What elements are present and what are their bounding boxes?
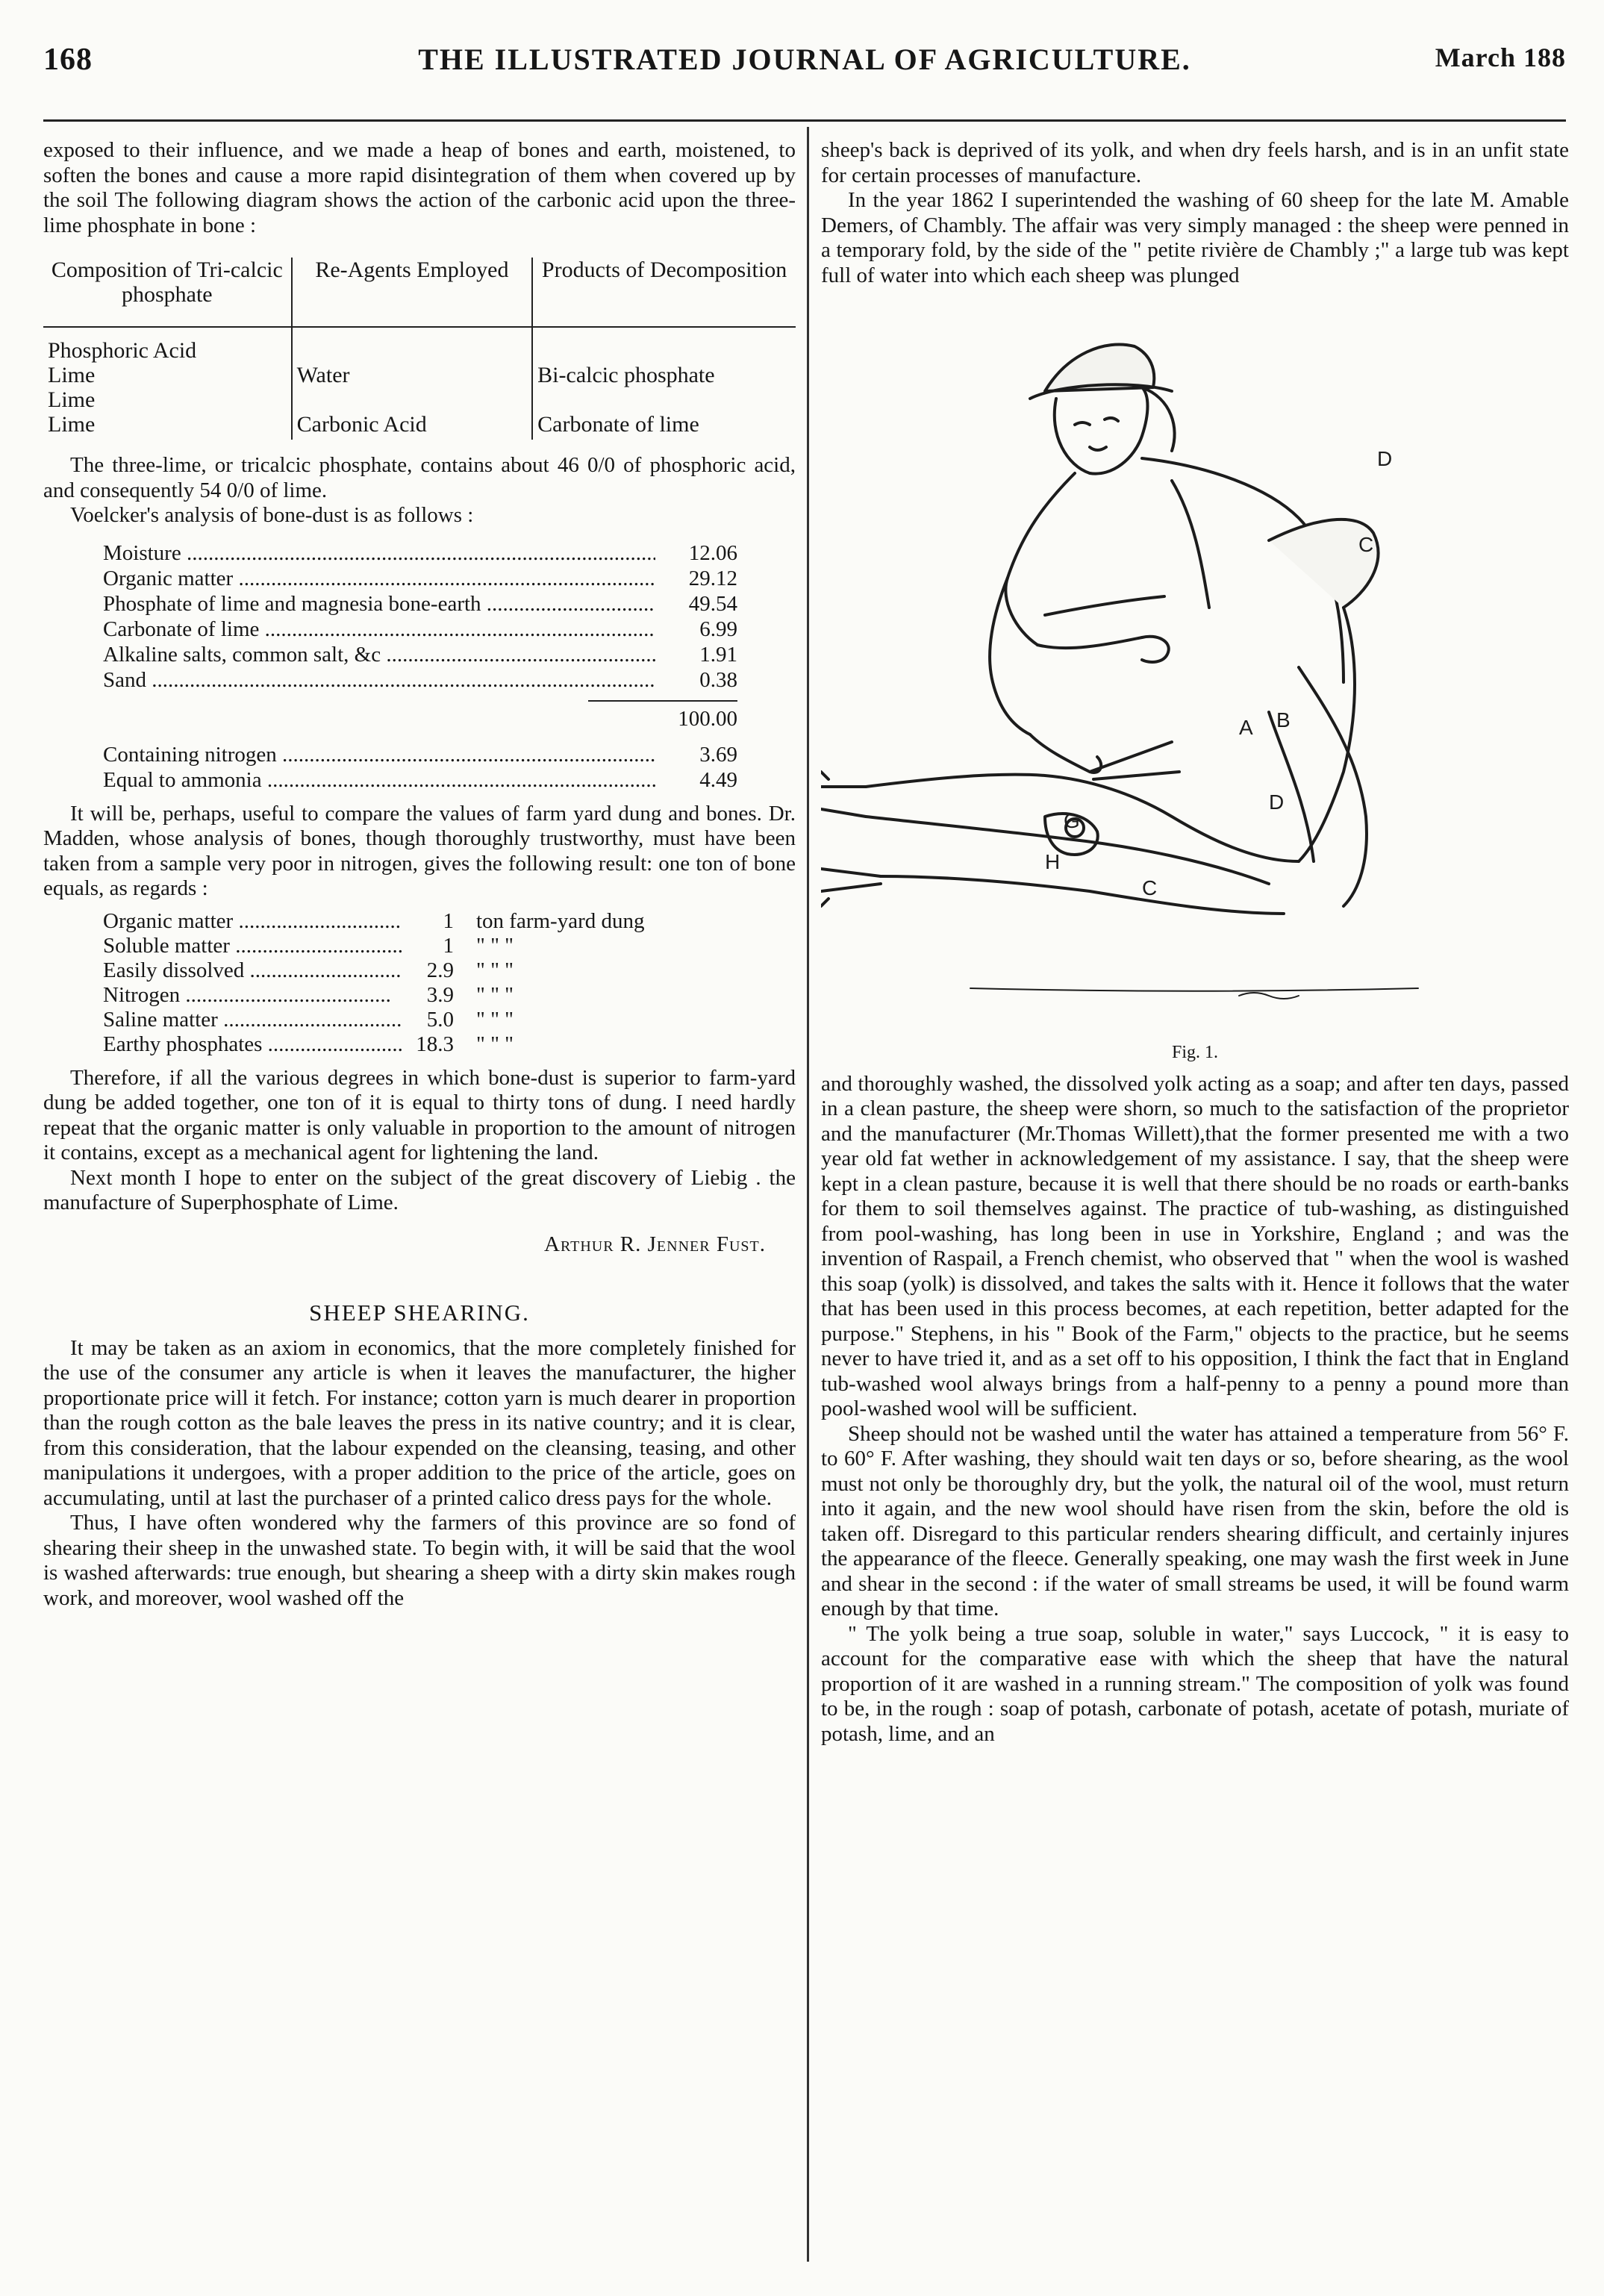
row-value: 12.06 [688, 540, 737, 565]
table-cell-value: Lime [48, 412, 96, 437]
table-row [103, 958, 723, 983]
therefore-paragraph: Therefore, if all the various degrees in which bone-dust is superior to farm-yard dung be added together, one ton of it is equal to thirty tons of dung. I need hardly repeat that the organic matter is only valuable in proportion to the amount of nitrogen it contains, except as a mechanical agent for lightening the land. [43, 1065, 796, 1164]
table-row [103, 566, 737, 591]
table-row [103, 591, 737, 617]
row-value: 49.54 [688, 591, 737, 616]
table-row [103, 540, 737, 566]
table-cell-value: Carbonate of lime [537, 412, 699, 437]
row-label: Easily dissolved ..... [103, 958, 402, 983]
row-label: Organic matter ..... [103, 566, 655, 591]
table-row [103, 1008, 723, 1032]
row-value: 5.0 [426, 1007, 454, 1032]
row-value: 6.99 [699, 617, 737, 641]
header-rule [43, 119, 1566, 122]
row-value: 1 [443, 933, 454, 958]
table-cell [537, 338, 791, 437]
tricalcic-paragraph: The three-lime, or tricalcic phosphate, contains about 46 0/0 of phosphoric acid, and consequently 54 0/0 of lime. [43, 453, 796, 502]
figure-label: H [1045, 850, 1061, 873]
figure-label: A [1239, 716, 1253, 739]
table-row [103, 742, 737, 767]
table-cell-value: Lime [48, 387, 96, 412]
row-label: Sand ..... [103, 667, 655, 693]
page-number: 168 [43, 43, 93, 77]
thus-paragraph: Thus, I have often wondered why the farmers of this province are so fond of shearing their sheep in the unwashed state. To begin with, it will be said that the wool is washed afterwards: true enough, but shearing a sheep with a dirty skin makes rough work, and moreover, wool washed off the [43, 1511, 796, 1610]
washing-1862-paragraph: In the year 1862 I superintended the washing of 60 sheep for the late M. Amable Demers, of Chambly. The affair was very simply managed : the sheep were penned in a temporary fold, by the side of the " petite rivière de Chambly ;" a large tub was kept full of water into which each sheep was plunged [821, 188, 1569, 287]
row-value: 3.9 [426, 982, 454, 1007]
figure-label: G [1064, 809, 1080, 832]
table-row [103, 642, 737, 667]
row-label: Nitrogen ..... [103, 983, 402, 1008]
table-row [103, 909, 723, 934]
table-cell [297, 338, 528, 437]
table-row [103, 767, 737, 793]
row-label: Saline matter ..... [103, 1008, 402, 1032]
voelcker-analysis-table [103, 540, 737, 793]
row-label: Earthy phosphates ..... [103, 1032, 402, 1057]
table-cell-value: Bi-calcic phosphate [537, 363, 715, 387]
row-value: 3.69 [699, 742, 737, 767]
luccock-paragraph: " The yolk being a true soap, soluble in water," says Luccock, " it is easy to account for the comparative ease with which the sheep that have the natural proportion of it are washed in a running stream." The composition of yolk was found to be, in the rough : soap of potash, carbonate of potash, acetate of potash, muriate of potash, lime, and an [821, 1621, 1569, 1746]
row-label: Alkaline salts, common salt, &c ..... [103, 642, 655, 667]
figure-label: B [1276, 708, 1291, 731]
column-divider [807, 127, 809, 2262]
row-label: Containing nitrogen ..... [103, 742, 655, 767]
intro-paragraph: exposed to their influence, and we made a heap of bones and earth, moistened, to soften the bones and cause a more rapid disintegration of them when covered up by the soil The following diagram shows the action of the carbonic acid upon the three-lime phosphate in bone : [43, 138, 796, 237]
sheep-washing-figure [821, 294, 1569, 1041]
table-row [103, 617, 737, 642]
row-label: Moisture ..... [103, 540, 655, 566]
figure-caption: Fig. 1. [1171, 1043, 1218, 1062]
figure-label: D [1269, 790, 1285, 814]
row-value: 1 [443, 908, 454, 933]
author-signature: Arthur R. Jenner Fust. [544, 1232, 766, 1256]
row-unit: " " " [476, 1032, 514, 1056]
table-row [103, 667, 737, 693]
issue-date: March 188 [1435, 43, 1566, 72]
row-value: 18.3 [416, 1032, 454, 1056]
figure-label: D [1377, 447, 1393, 470]
row-label: Phosphate of lime and magnesia bone-earth ..... [103, 591, 655, 617]
row-value: 0.38 [699, 667, 737, 692]
table-row [103, 706, 737, 731]
journal-title: THE ILLUSTRATED JOURNAL OF AGRICULTURE. [418, 43, 1191, 76]
table-header: Re-Agents Employed [292, 258, 533, 327]
page-header [43, 42, 1566, 94]
row-label: Soluble matter ..... [103, 934, 402, 958]
row-value: 29.12 [688, 566, 737, 590]
row-label: Carbonate of lime ..... [103, 617, 655, 642]
figure-label: C [1142, 876, 1158, 899]
row-unit: " " " [476, 958, 514, 982]
table-row [103, 983, 723, 1008]
table-cell-value: Carbonic Acid [296, 412, 427, 437]
right-column [821, 138, 1569, 1747]
continued-paragraph: sheep's back is deprived of its yolk, and when dry feels harsh, and is in an unfit state for certain processes of manufacture. [821, 138, 1569, 187]
table-cell-value: Lime [48, 363, 96, 387]
table-cell [48, 338, 287, 437]
table-cell-value: Water [296, 363, 350, 387]
table-row [103, 934, 723, 958]
madden-table [103, 909, 723, 1057]
left-column [43, 138, 796, 1611]
section-title: SHEEP SHEARING. [309, 1300, 530, 1326]
row-unit: " " " [476, 1007, 514, 1032]
row-label: Equal to ammonia ..... [103, 767, 655, 793]
composition-table [43, 258, 796, 440]
total-rule [588, 700, 737, 702]
table-header: Composition of Tri-calcic phosphate [43, 258, 292, 327]
total-value: 100.00 [678, 706, 737, 731]
row-value: 1.91 [699, 642, 737, 667]
table-cell-value: Phosphoric Acid [48, 338, 197, 363]
row-label: Organic matter ..... [103, 909, 402, 934]
voelcker-paragraph: Voelcker's analysis of bone-dust is as follows : [70, 503, 474, 527]
table-header: Products of Decomposition [532, 258, 796, 327]
row-unit: " " " [476, 982, 514, 1007]
row-unit: " " " [476, 933, 514, 958]
washed-paragraph: and thoroughly washed, the dissolved yolk acting as a soap; and after ten days, passed in a clean pasture, the sheep were shorn, so much to the satisfaction of the proprietor and the manufacturer (Mr.Thomas Willett),that the former presented me with a two year old fat wether in acknowledgement of my assistance. I say, that the sheep were kept in a clean pasture, because it is well that there should be no roads or earth-banks for them to soil themselves against. The practice of tub-washing, as distinguished from pool-washing, has long been in use in Yorkshire, England ; and was the invention of Raspail, a French chemist, who observed that " when the wool is washed this soap (yolk) is dissolved, and takes the salts with it. Hence it follows that the water that has been used in this process becomes, at each repetition, better adapted for the purpose." Stephens, in his " Book of the Farm," objects to the practice, but he seems never to have tried it, and as a set off to his opposition, I think the fact that in England tub-washed wool always brings from a half-penny to a penny a pound more than pool-washed wool will be sufficient. [821, 1071, 1569, 1420]
axiom-paragraph: It may be taken as an axiom in economics, that the more completely finished for the use of the consumer any article is when it leaves the manufacturer, the higher proportionate price will it fetch. For instance; cotton yarn is much dearer in proportion than the rough cotton as the bale leaves the press in its native country; and it is clear, from this consideration, that the labour expended on the cleansing, teasing, and other manipulations it undergoes, with a proper addition to the price of the article, goes on accumulating, until at last the purchaser of a printed calico dress pays for the whole. [43, 1335, 796, 1510]
row-value: 2.9 [426, 958, 454, 982]
madden-paragraph: It will be, perhaps, useful to compare the values of farm yard dung and bones. Dr. Madden, whose analysis of bones, though thoroughly trustworthy, must have been taken from a sample very poor in nitrogen, gives the following result: one ton of bone equals, as regards : [43, 801, 796, 900]
table-row [103, 1032, 723, 1057]
row-value: 4.49 [699, 767, 737, 792]
next-month-paragraph: Next month I hope to enter on the subject of the great discovery of Liebig . the manufacture of Superphosphate of Lime. [43, 1165, 796, 1214]
sheep-shearing-illustration [821, 294, 1567, 1041]
temperature-paragraph: Sheep should not be washed until the water has attained a temperature from 56° F. to 60° F. After washing, they should wait ten days or so, before shearing, as the wool must not only be thoroughly dry, but the yolk, the natural oil of the wool, must return into it again, and the new wool should have risen from the skin, before the old is taken off. Disregard to this particular renders shearing difficult, and certainly injures the appearance of the fleece. Generally speaking, one may wash the first week in June and shear in the second : if the water of small streams be used, it will be found warm enough by that time. [821, 1421, 1569, 1620]
figure-label: C [1358, 533, 1374, 556]
row-unit: ton farm-yard dung [476, 908, 645, 933]
